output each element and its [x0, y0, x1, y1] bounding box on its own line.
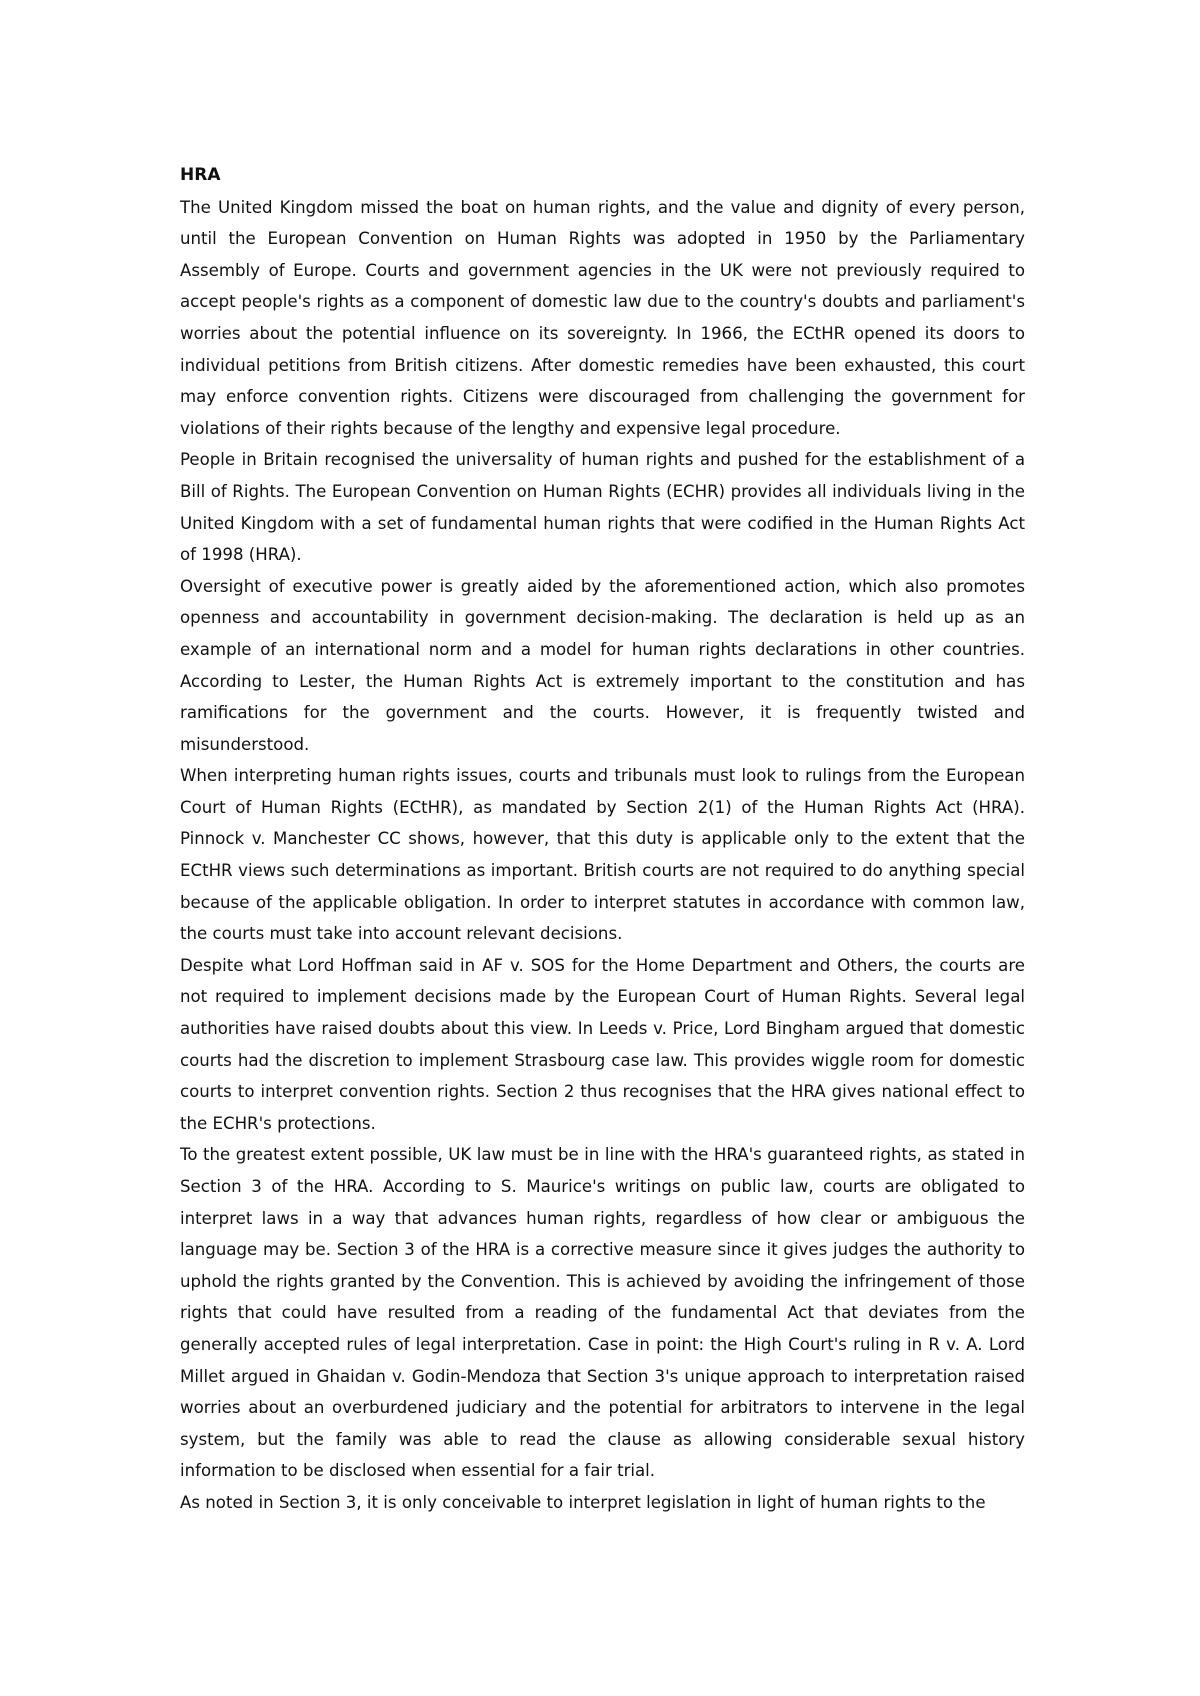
- paragraph-continued: As noted in Section 3, it is only conceivable to interpret legislation in light of human rights to the: [180, 1492, 986, 1512]
- paragraph-intro: The United Kingdom missed the boat on human rights, and the value and dignity of every person, until the European Convention on Human Rights was adopted in 1950 by the Parliamentary Assembly of Europe. Courts and government agencies in the UK were not previously required to accept people's rights as a component of domestic law due to the country's doubts and parliament's worries about the potential influence on its sovereignty. In 1966, the ECtHR opened its doors to individual petitions from British citizens. After domestic remedies have been exhausted, this court may enforce convention rights. Citizens were discouraged from challenging the government for violations of their rights because of the lengthy and expensive legal procedure.: [180, 197, 1025, 438]
- paragraph-section-2: When interpreting human rights issues, courts and tribunals must look to rulings from the European Court of Human Rights (ECtHR), as mandated by Section 2(1) of the Human Rights Act (HRA). Pinnock v. Manchester CC shows, however, that this duty is applicable only to the extent that the ECtHR views such determinations as important. British courts are not required to do anything special because of the applicable obligation. In order to interpret statutes in accordance with common law, the courts must take into account relevant decisions.: [180, 766, 1025, 944]
- paragraph-bill-of-rights: People in Britain recognised the universality of human rights and pushed for the establishment of a Bill of Rights. The European Convention on Human Rights (ECHR) provides all individuals living in the United Kingdom with a set of fundamental human rights that were codified in the Human Rights Act of 1998 (HRA).: [180, 450, 1025, 565]
- document-page: [180, 160, 1025, 1519]
- paragraph-section-3: To the greatest extent possible, UK law must be in line with the HRA's guaranteed rights, as stated in Section 3 of the HRA. According to S. Maurice's writings on public law, courts are obligated to interpret laws in a way that advances human rights, regardless of how clear or ambiguous the language may be. Section 3 of the HRA is a corrective measure since it gives judges the authority to uphold the rights granted by the Convention. This is achieved by avoiding the infringement of those rights that could have resulted from a reading of the fundamental Act that deviates from the generally accepted rules of legal interpretation. Case in point: the High Court's ruling in R v. A. Lord Millet argued in Ghaidan v. Godin-Mendoza that Section 3's unique approach to interpretation raised worries about an overburdened judiciary and the potential for arbitrators to intervene in the legal system, but the family was able to read the clause as allowing considerable sexual history information to be disclosed when essential for a fair trial.: [180, 1145, 1025, 1481]
- document-title: HRA: [180, 165, 221, 185]
- paragraph-hoffman: Despite what Lord Hoffman said in AF v. SOS for the Home Department and Others, the courts are not required to implement decisions made by the European Court of Human Rights. Several legal authorities have raised doubts about this view. In Leeds v. Price, Lord Bingham argued that domestic courts had the discretion to implement Strasbourg case law. This provides wiggle room for domestic courts to interpret convention rights. Section 2 thus recognises that the HRA gives national effect to the ECHR's protections.: [180, 955, 1025, 1133]
- paragraph-oversight: Oversight of executive power is greatly aided by the aforementioned action, which also promotes openness and accountability in government decision-making. The declaration is held up as an example of an international norm and a model for human rights declarations in other countries. According to Lester, the Human Rights Act is extremely important to the constitution and has ramifications for the government and the courts. However, it is frequently twisted and misunderstood.: [180, 576, 1025, 754]
